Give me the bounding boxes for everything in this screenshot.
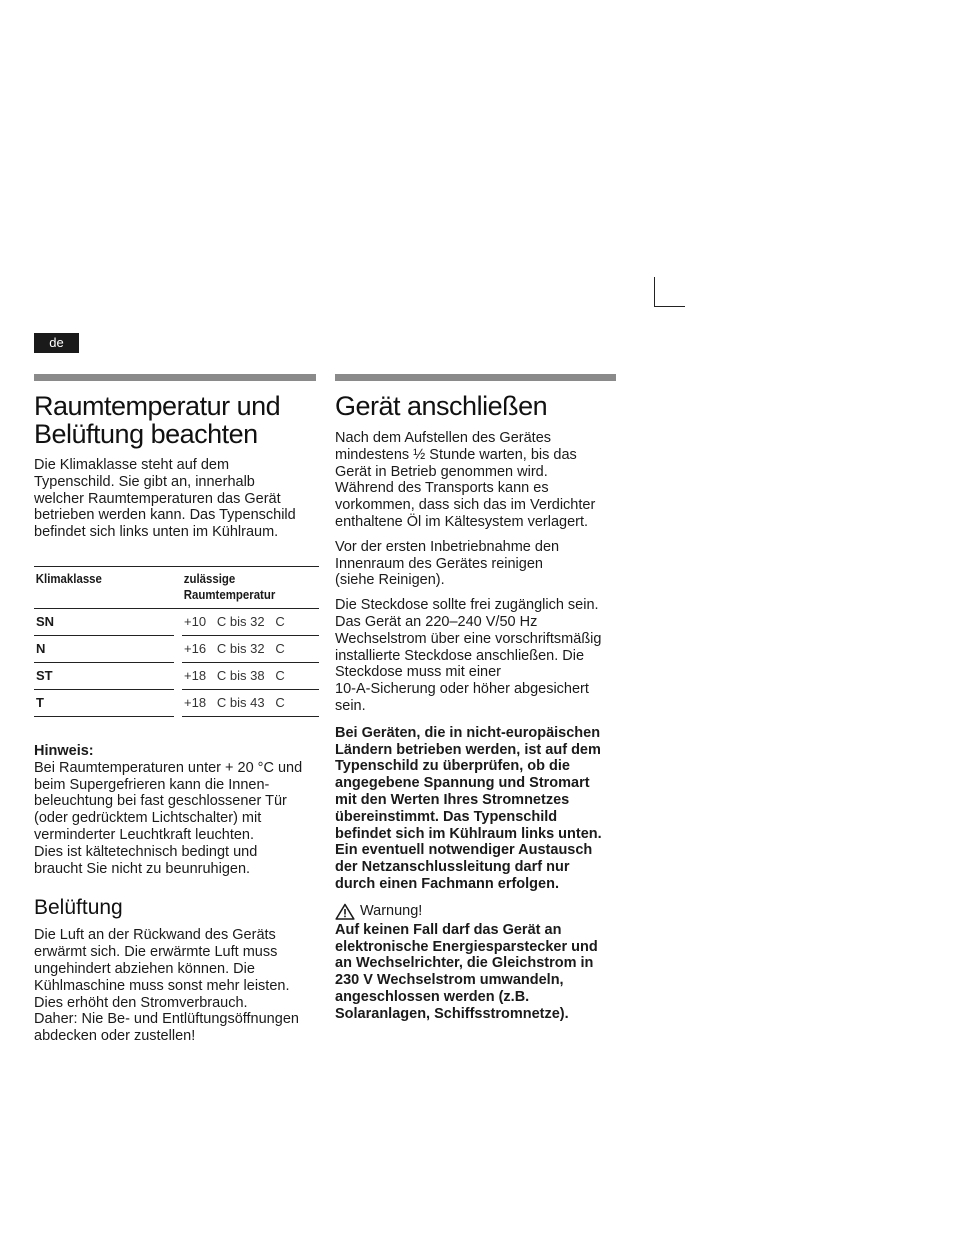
- cell-gap: [174, 689, 182, 716]
- table-row: [34, 662, 319, 689]
- climate-class-table: [34, 566, 319, 717]
- text-line: Während des Transports kann es: [335, 480, 549, 497]
- cell-gap: [174, 662, 182, 689]
- text-line: Ländern betrieben werden, ist auf dem: [335, 741, 601, 758]
- title-line: Belüftung beachten: [34, 419, 258, 449]
- text-line: Dies ist kältetechnisch bedingt und: [34, 843, 258, 860]
- text-line: Die Luft an der Rückwand des Geräts: [34, 927, 276, 944]
- hinweis-title: Hinweis:: [34, 742, 94, 759]
- hinweis-block: [34, 743, 316, 877]
- text-line: durch einen Fachmann erfolgen.: [335, 875, 559, 892]
- text-line: Typenschild zu überprüfen, ob die: [335, 758, 570, 775]
- section-bar: [34, 374, 316, 381]
- title-line: Raumtemperatur und: [34, 391, 281, 421]
- text-line: 10-A-Sicherung oder höher abgesichert: [335, 681, 589, 698]
- table-row: [34, 608, 319, 635]
- text-line: beleuchtung bei fast geschlossener Tür: [34, 793, 287, 810]
- cell-gap: [174, 608, 182, 635]
- intro-paragraph: [34, 457, 316, 541]
- text-line: Steckdose muss mit einer: [335, 664, 502, 681]
- table-row: [34, 635, 319, 662]
- text-line: an Wechselrichter, die Gleichstrom in: [335, 955, 594, 972]
- text-line: Innenraum des Gerätes reinigen: [335, 555, 543, 572]
- text-line: Die Steckdose sollte frei zugänglich sein.: [335, 597, 599, 614]
- text-line: erwärmt sich. Die erwärmte Luft muss: [34, 944, 278, 961]
- text-line: verminderter Leuchtkraft leuchten.: [34, 826, 255, 843]
- text-line: Solaranlagen, Schiffsstromnetze).: [335, 1005, 569, 1022]
- left-column: [34, 374, 316, 1045]
- paragraph-aufstellen: [335, 430, 616, 531]
- text-line: angegebene Spannung und Stromart: [335, 775, 590, 792]
- right-column: [335, 374, 616, 1023]
- text-line: (oder gedrücktem Lichtschalter) mit: [34, 810, 262, 827]
- text-line: Die Klimaklasse steht auf dem: [34, 457, 230, 473]
- text-line: übereinstimmt. Das Typenschild: [335, 808, 558, 825]
- belueftung-paragraph: [34, 927, 316, 1045]
- warning-paragraph: [335, 922, 616, 1023]
- text-line: ungehindert abziehen können. Die: [34, 960, 255, 977]
- text-line: mit den Werten Ihres Stromnetzes: [335, 791, 570, 808]
- crop-mark: [654, 277, 685, 307]
- text-line: elektronische Energiesparstecker und: [335, 938, 598, 955]
- hinweis-paragraph: [34, 760, 316, 878]
- text-line: Das Gerät an 220–240 V/50 Hz: [335, 613, 538, 630]
- header-line: zulässige: [183, 570, 236, 586]
- text-line: Auf keinen Fall darf das Gerät an: [335, 921, 562, 938]
- text-line: befindet sich links unten im Kühlraum.: [34, 524, 279, 541]
- text-line: installierte Steckdose anschließen. Die: [335, 647, 585, 664]
- climate-class-cell: T: [34, 689, 174, 716]
- temperature-cell: +16 C bis 32 C: [182, 635, 319, 662]
- section-title-raumtemperatur: [34, 392, 316, 448]
- text-line: Bei Raumtemperaturen unter + 20 °C und: [34, 759, 303, 776]
- text-line: sein.: [335, 697, 366, 714]
- text-line: 230 V Wechselstrom umwandeln,: [335, 972, 564, 989]
- climate-class-cell: ST: [34, 662, 174, 689]
- header-raumtemperatur: [182, 566, 303, 608]
- language-badge: de: [34, 333, 79, 353]
- text-line: Typenschild. Sie gibt an, innerhalb: [34, 473, 255, 490]
- subheading-belueftung: Belüftung: [34, 896, 123, 920]
- warning-label: Warnung!: [360, 902, 423, 919]
- header-spacer: [174, 566, 181, 608]
- text-line: angeschlossen werden (z.B.: [335, 988, 530, 1005]
- text-line: mindestens ½ Stunde warten, bis das: [335, 446, 577, 463]
- text-line: enthaltene Öl im Kältesystem verlagert.: [335, 513, 589, 530]
- text-line: vorkommen, dass sich das im Verdichter: [335, 497, 596, 514]
- text-line: befindet sich im Kühlraum links unten.: [335, 825, 602, 842]
- text-line: Daher: Nie Be- und Entlüftungsöffnungen: [34, 1011, 299, 1028]
- text-line: (siehe Reinigen).: [335, 572, 445, 589]
- text-line: Kühlmaschine muss sonst mehr leisten.: [34, 977, 290, 994]
- text-line: der Netzanschlussleitung darf nur: [335, 859, 570, 876]
- text-line: Nach dem Aufstellen des Gerätes: [335, 430, 552, 446]
- text-line: braucht Sie nicht zu beunruhigen.: [34, 860, 251, 877]
- cell-gap: [174, 635, 182, 662]
- climate-class-cell: N: [34, 635, 174, 662]
- table-header-row: [34, 566, 319, 608]
- text-line: betrieben werden kann. Das Typenschild: [34, 507, 296, 524]
- text-line: Bei Geräten, die in nicht-europäischen: [335, 724, 601, 741]
- temperature-cell: +18 C bis 38 C: [182, 662, 319, 689]
- temperature-cell: +18 C bis 43 C: [182, 689, 319, 716]
- paragraph-steckdose: [335, 597, 616, 715]
- text-line: Dies erhöht den Stromverbrauch.: [34, 994, 248, 1011]
- section-bar: [335, 374, 616, 381]
- climate-class-cell: SN: [34, 608, 174, 635]
- paragraph-reinigen: [335, 539, 616, 589]
- warning-heading: [335, 903, 616, 920]
- table-row: [34, 689, 319, 716]
- text-line: abdecken oder zustellen!: [34, 1028, 196, 1045]
- text-line: Ein eventuell notwendiger Austausch: [335, 842, 593, 859]
- text-line: Gerät in Betrieb genommen wird.: [335, 463, 548, 480]
- text-line: welcher Raumtemperaturen das Gerät: [34, 490, 281, 507]
- text-line: Vor der ersten Inbetriebnahme den: [335, 538, 560, 555]
- warning-triangle-icon: [335, 903, 355, 920]
- text-line: Wechselstrom über eine vorschriftsmäßig: [335, 630, 602, 647]
- section-title-anschliessen: Gerät anschließen: [335, 391, 548, 421]
- header-line: Raumtemperatur: [183, 586, 276, 602]
- header-klimaklasse: Klimaklasse: [34, 566, 157, 608]
- paragraph-nicht-europaeisch: [335, 725, 616, 893]
- temperature-cell: +10 C bis 32 C: [182, 608, 319, 635]
- text-line: beim Supergefrieren kann die Innen-: [34, 776, 270, 793]
